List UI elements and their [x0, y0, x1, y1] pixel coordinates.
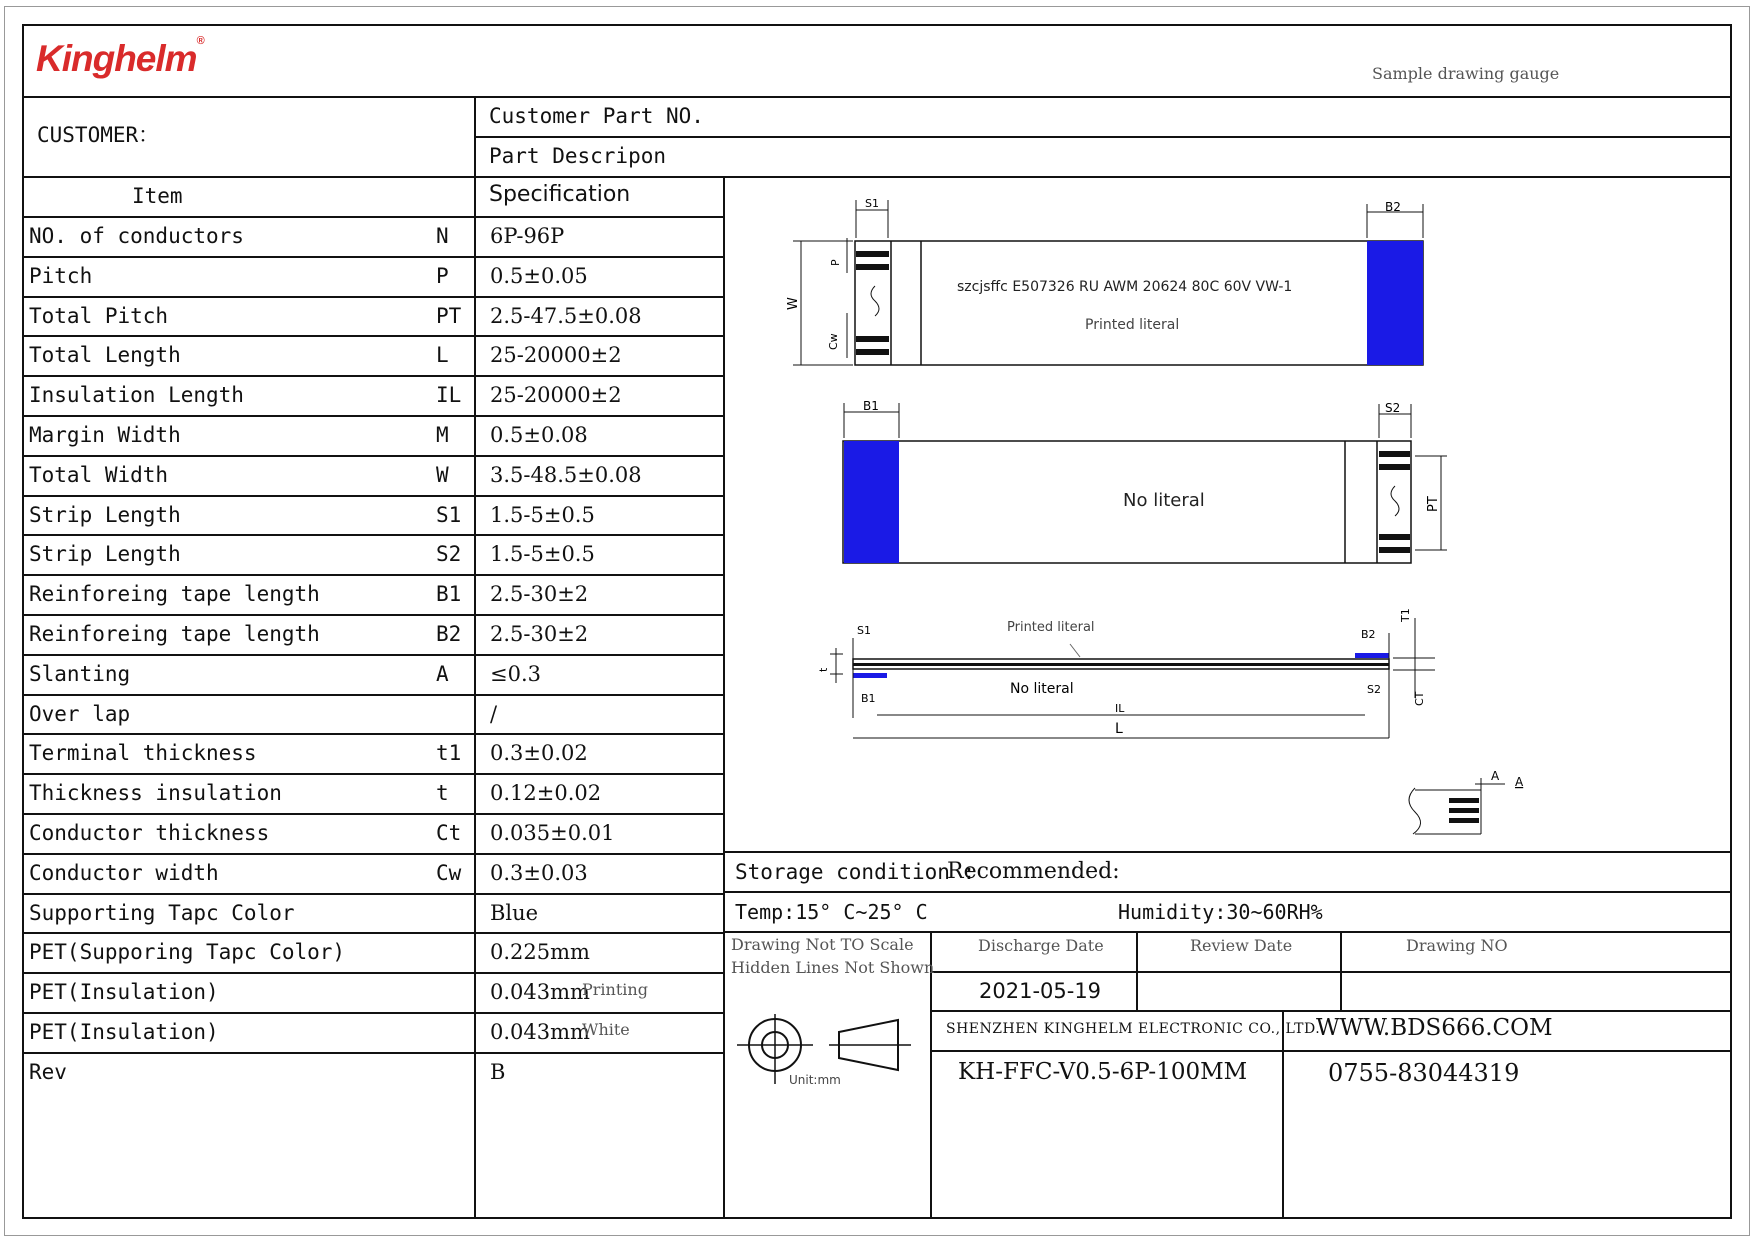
spec-symbol: S1: [436, 503, 462, 527]
note-not-to-scale: Drawing Not TO Scale: [731, 935, 914, 954]
spec-value: 6P-96P: [490, 224, 565, 248]
row-divider: [22, 415, 723, 417]
spec-item-label: PET(Supporing Tapc Color): [29, 940, 346, 964]
spec-symbol: PT: [436, 304, 462, 328]
spec-item-label: Supporting Tapc Color: [29, 901, 295, 925]
spec-value: 0.5±0.05: [490, 264, 588, 288]
row-divider: [22, 335, 723, 337]
unit-label: Unit:mm: [789, 1073, 841, 1087]
customer-part-no-label: Customer Part NO.: [489, 104, 704, 128]
spec-value: 3.5-48.5±0.08: [490, 463, 642, 487]
a-label: A: [1491, 769, 1500, 783]
storage-value: Recommended:: [947, 859, 1120, 884]
spec-value: 0.5±0.08: [490, 423, 588, 447]
spec-value: 1.5-5±0.5: [490, 503, 595, 527]
row-divider: [22, 495, 723, 497]
row-divider: [22, 574, 723, 576]
kinghelm-logo: Kinghelm®: [36, 35, 204, 79]
row-divider: [22, 296, 723, 298]
spec-item-label: Reinforeing tape length: [29, 622, 320, 646]
spec-value: B: [490, 1060, 506, 1084]
spec-item-label: Pitch: [29, 264, 93, 288]
spec-item-label: Reinforeing tape length: [29, 582, 320, 606]
spec-value: 0.043mm: [490, 980, 590, 1004]
row-divider: [22, 614, 723, 616]
spec-note: White: [582, 1020, 630, 1039]
spec-value: 0.035±0.01: [490, 821, 615, 845]
spec-symbol: L: [436, 343, 449, 367]
specification-header: Specification: [489, 182, 631, 207]
spec-value: 1.5-5±0.5: [490, 542, 595, 566]
b1-reinforcing-tape: [844, 441, 899, 563]
spec-symbol: B1: [436, 582, 462, 606]
spec-value: 0.12±0.02: [490, 781, 602, 805]
row-divider: [22, 733, 723, 735]
drawing-no-label: Drawing NO: [1406, 936, 1508, 955]
top-cable-outline: [855, 241, 1423, 365]
printed-literal-side: Printed literal: [1007, 620, 1095, 635]
website: WWW.BDS666.COM: [1316, 1015, 1553, 1041]
spec-symbol: M: [436, 423, 449, 447]
titleblock-top-line: [723, 931, 1732, 933]
spec-symbol: t1: [436, 741, 462, 765]
spec-symbol: IL: [436, 383, 462, 407]
bottom-view: [843, 399, 1447, 563]
side-b2-tape: [1355, 653, 1389, 658]
a-view-mark: A: [1515, 775, 1524, 789]
row-divider: [22, 534, 723, 536]
b1-label-bottom: B1: [863, 399, 879, 413]
row-divider: [22, 455, 723, 457]
spec-symbol: W: [436, 463, 449, 487]
row-divider: [22, 853, 723, 855]
spec-item-label: Thickness insulation: [29, 781, 282, 805]
part-description-label: Part Descripon: [489, 144, 667, 168]
spec-value: 25-20000±2: [490, 343, 622, 367]
ct-label: CT: [1413, 691, 1426, 706]
projection-symbol: [733, 1012, 923, 1088]
b2-label-top: B2: [1385, 200, 1401, 214]
spec-symbol: N: [436, 224, 449, 248]
row-divider: [22, 375, 723, 377]
row-divider: [22, 972, 723, 974]
spec-item-label: Terminal thickness: [29, 741, 257, 765]
titleblock-div-1: [1136, 931, 1138, 1010]
spec-value: 0.043mm: [490, 1020, 590, 1044]
spec-item-label: NO. of conductors: [29, 224, 244, 248]
row-divider: [22, 256, 723, 258]
l-label: L: [1115, 721, 1123, 737]
t1-label: T1: [1399, 608, 1412, 622]
note-hidden-lines: Hidden Lines Not Shown: [731, 958, 935, 977]
cw-label: Cw: [827, 333, 840, 350]
spec-item-label: Conductor width: [29, 861, 219, 885]
spec-item-label: Conductor thickness: [29, 821, 270, 845]
ffc-drawing: [725, 178, 1545, 850]
row-divider: [22, 654, 723, 656]
spec-item-label: PET(Insulation): [29, 980, 219, 1004]
s1-label-side: S1: [857, 624, 871, 637]
discharge-date-value: 2021-05-19: [979, 979, 1102, 1003]
titleblock-div-2: [1340, 931, 1342, 1010]
phone: 0755-83044319: [1328, 1059, 1520, 1087]
row-divider: [22, 773, 723, 775]
titleblock-date-line: [930, 971, 1732, 973]
spec-note: Printing: [582, 980, 648, 999]
spec-item-label: Total Width: [29, 463, 169, 487]
p-label: P: [829, 259, 842, 266]
spec-value: 0.225mm: [490, 940, 590, 964]
spec-value: 2.5-30±2: [490, 622, 589, 646]
spec-item-label: Strip Length: [29, 503, 181, 527]
humidity: Humidity:30~60RH%: [1118, 900, 1323, 924]
spec-item-label: Over lap: [29, 702, 131, 726]
spec-item-label: Total Length: [29, 343, 181, 367]
spec-symbol: A: [436, 662, 449, 686]
top-view: [786, 197, 1423, 365]
row-divider: [22, 694, 723, 696]
b2-reinforcing-tape: [1367, 241, 1423, 365]
spec-value: 0.3±0.02: [490, 741, 588, 765]
row-divider: [22, 1052, 723, 1054]
item-header: Item: [132, 184, 183, 208]
cable-print-text: szcjsffc E507326 RU AWM 20624 80C 60V VW-1: [957, 279, 1293, 295]
s2-label-bottom: S2: [1385, 401, 1401, 415]
printed-literal-top: Printed literal: [1085, 317, 1180, 333]
spec-item-label: PET(Insulation): [29, 1020, 219, 1044]
spec-item-label: Insulation Length: [29, 383, 244, 407]
row-divider: [22, 893, 723, 895]
row-divider: [22, 1012, 723, 1014]
customer-label: CUSTOMER：: [37, 123, 160, 147]
spec-item-label: Total Pitch: [29, 304, 169, 328]
spec-item-label: Strip Length: [29, 542, 181, 566]
spec-value: 0.3±0.03: [490, 861, 588, 885]
titleblock-div-3: [1282, 1010, 1284, 1219]
spec-value: 2.5-30±2: [490, 582, 589, 606]
slanting-detail: [1409, 769, 1524, 834]
il-label: IL: [1115, 702, 1125, 715]
corner-note: Sample drawing gauge: [1372, 64, 1560, 83]
item-spec-divider: [474, 96, 476, 1219]
storage-label: Storage condition :: [735, 860, 976, 884]
spec-value: /: [490, 702, 498, 726]
titleblock-company-line: [930, 1010, 1732, 1012]
spec-symbol: B2: [436, 622, 462, 646]
spec-value: 2.5-47.5±0.08: [490, 304, 642, 328]
spec-symbol: P: [436, 264, 449, 288]
row-divider: [22, 813, 723, 815]
spec-value: Blue: [490, 901, 539, 925]
header-divider: [22, 96, 1732, 98]
s2-label-side: S2: [1367, 683, 1381, 696]
row-divider: [22, 216, 723, 218]
review-date-label: Review Date: [1190, 936, 1293, 955]
pt-label: PT: [1426, 496, 1441, 512]
b2-label-side: B2: [1361, 628, 1376, 641]
side-view: [817, 608, 1435, 738]
spec-item-label: Margin Width: [29, 423, 181, 447]
part-code: KH-FFC-V0.5-6P-100MM: [958, 1059, 1248, 1085]
spec-symbol: Ct: [436, 821, 462, 845]
s1-label-top: S1: [865, 197, 879, 210]
company-name: SHENZHEN KINGHELM ELECTRONIC CO., LTD.: [946, 1021, 1321, 1037]
spec-symbol: Cw: [436, 861, 462, 885]
spec-item-label: Slanting: [29, 662, 131, 686]
no-literal-label: No literal: [1123, 490, 1205, 511]
spec-symbol: S2: [436, 542, 462, 566]
t-label: t: [817, 667, 830, 672]
discharge-date-label: Discharge Date: [978, 936, 1104, 955]
spec-item-label: Rev: [29, 1060, 67, 1084]
w-label: W: [786, 297, 801, 310]
titleblock-code-line: [930, 1050, 1732, 1052]
no-literal-side: No literal: [1010, 681, 1074, 697]
side-b1-tape: [853, 673, 887, 678]
spec-value: ≤0.3: [490, 662, 541, 686]
b1-label-side: B1: [861, 692, 876, 705]
storage-top-line: [723, 851, 1732, 853]
storage-divider: [723, 891, 1732, 893]
spec-symbol: t: [436, 781, 449, 805]
part-no-divider: [474, 136, 1732, 138]
spec-value: 25-20000±2: [490, 383, 622, 407]
row-divider: [22, 932, 723, 934]
temperature: Temp:15° C~25° C: [735, 900, 928, 924]
